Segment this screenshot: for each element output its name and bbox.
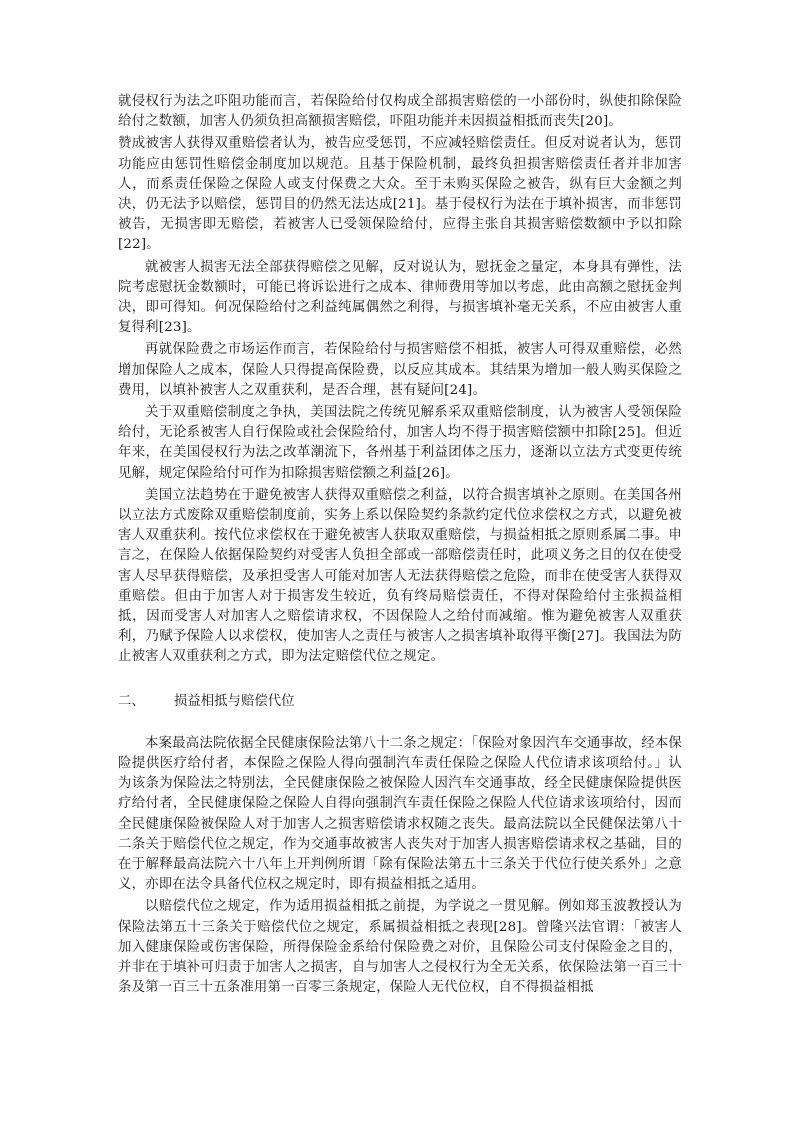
section-heading-title: 损益相抵与赔偿代位 [174,693,295,709]
paragraph: 关于双重赔偿制度之争执，美国法院之传统见解系采双重赔偿制度，认为被害人受领保险给付，无论系被害人自行保险或社会保险给付，加害人均不得于损害赔偿额中扣除[25]。但近年来，在美国侵权行为法之改革潮流下，各州基于利益团体之压力，逐渐以立法方式变更传统见解，规定保险给付可作为扣除损害赔偿额之利益[26]。 [118,405,682,481]
section-body-a [118,92,682,668]
paragraph: 就侵权行为法之吓阻功能而言，若保险给付仅构成全部损害赔偿的一小部份时，纵使扣除保险给付之数额，加害人仍须负担高额损害赔偿，吓阻功能并未因损益相抵而丧失[20]。 [118,94,682,130]
section-heading [118,692,682,712]
section-heading-number: 二、 [118,693,145,709]
section-body-b [118,734,682,999]
paragraph: 美国立法趋势在于避免被害人获得双重赔偿之利益，以符合损害填补之原则。在美国各州以立法方式废除双重赔偿制度前，实务上系以保险契约条款约定代位求偿权之方式，以避免被害人双重获利。按代位求偿权在于避免被害人获取双重赔偿，与损益相抵之原则系属二事。申言之，在保险人依据保险契约对受害人负担全部或一部赔偿责任时，此项义务之目的仅在使受害人尽早获得赔偿，及承担受害人可能对加害人无法获得赔偿之危险，而非在使受害人获得双重赔偿。但由于加害人对于损害发生较近，负有终局赔偿责任，不得对保险给付主张损益相抵，因而受害人对加害人之赔偿请求权，不因保险人之给付而减缩。惟为避免被害人双重获利，乃赋予保险人以求偿权，使加害人之责任与被害人之损害填补取得平衡[27]。我国法为防止被害人双重获利之方式，即为法定赔偿代位之规定。 [118,487,682,665]
paragraph: 以赔偿代位之规定，作为适用损益相抵之前提，为学说之一贯见解。例如郑玉波教授认为保险法第五十三条关于赔偿代位之规定，系属损益相抵之表现[28]。曾隆兴法官谓：「被害人加入健康保险或伤害保险，所得保险金系给付保险费之对价，且保险公司支付保险金之目的，并非在于填补可归责于加害人之损害，自与加害人之侵权行为全无关系，依保险法第一百三十条及第一百三十五条准用第一百零三条规定，保险人无代位权，自不得损益相抵 [118,899,682,996]
paragraph: 再就保险费之市场运作而言，若保险给付与损害赔偿不相抵，被害人可得双重赔偿，必然增加保险人之成本，保险人只得提高保险费，以反应其成本。其结果为增加一般人购买保险之费用，以填补被害人之双重获利，是否合理，甚有疑问[24]。 [118,342,682,398]
paragraph: 赞成被害人获得双重赔偿者认为，被告应受惩罚，不应减轻赔偿责任。但反对说者认为，惩罚功能应由惩罚性赔偿金制度加以规范。且基于保险机制，最终负担损害赔偿责任者并非加害人，而系责任保险之保险人或支付保费之大众。至于未购买保险之被告，纵有巨大金额之判决，仍无法予以赔偿，惩罚目的仍然无法达成[21]。基于侵权行为法在于填补损害，而非惩罚被告，无损害即无赔偿，若被害人已受领保险给付，应得主张自其损害赔偿数额中予以扣除[22]。 [118,136,682,253]
paragraph: 就被害人损害无法全部获得赔偿之见解，反对说认为，慰抚金之量定，本身具有弹性，法院考虑慰抚金数额时，可能已将诉讼进行之成本、律师费用等加以考虑，此由高额之慰抚金判决，即可得知。何况保险给付之利益纯属偶然之利得，与损害填补毫无关系，不应由被害人重复得利[23]。 [118,259,682,336]
paragraph: 本案最高法院依据全民健康保险法第八十二条之规定：「保险对象因汽车交通事故，经本保险提供医疗给付者，本保险之保险人得向强制汽车责任保险之保险人代位请求该项给付。」认为该条为保险法之特别法，全民健康保险之被保险人因汽车交通事故，经全民健康保险提供医疗给付者，全民健康保险之保险人自得向强制汽车责任保险之保险人代位请求该项给付，因而全民健康保险被保险人对于加害人之损害赔偿请求权随之丧失。最高法院以全民健保法第八十二条关于赔偿代位之规定，作为交通事故被害人丧失对于加害人损害赔偿请求权之基础，目的在于解释最高法院六十八年上开判例所谓「除有保险法第五十三条关于代位行使关系外」之意义，亦即在法令具备代位权之规定时，即有损益相抵之适用。 [118,735,682,893]
